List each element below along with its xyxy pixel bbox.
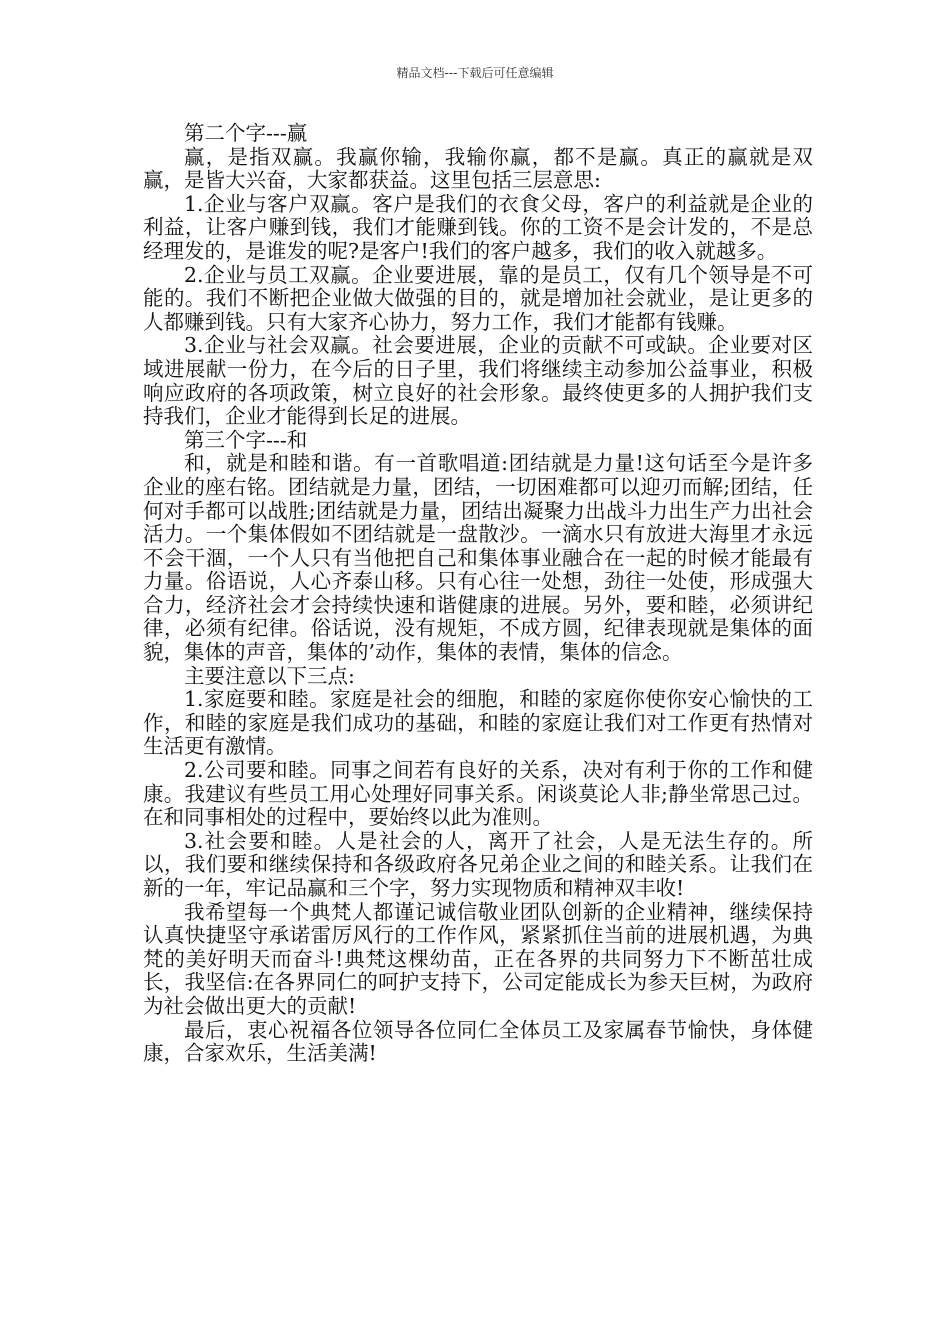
paragraph: 1.企业与客户双赢。客户是我们的衣食父母，客户的利益就是企业的利益，让客户赚到钱，我们才能赚到钱。你的工资不是会计发的，不是总经理发的，是谁发的呢?是客户!我们的客户越多，我们的收入就越多。 — [143, 191, 813, 263]
document-body — [143, 122, 813, 1066]
section-heading-win: 第二个字---赢 — [184, 121, 308, 145]
paragraph: 和，就是和睦和谐。有一首歌唱道:团结就是力量!这句话至今是许多企业的座右铭。团结就是力量，团结，一切困难都可以迎刃而解;团结，任何对手都可以战胜;团结就是力量，团结出凝聚力出战斗力出生产力出社会活力。一个集体假如不团结就是一盘散沙。一滴水只有放进大海里才永远不会干涸，一个人只有当他把自己和集体事业融合在一起的时候才能最有力量。俗语说，人心齐泰山移。只有心往一处想，劲往一处使，形成强大合力，经济社会才会持续快速和谐健康的进展。另外，要和睦，必须讲纪律，必须有纪律。俗话说，没有规矩，不成方圆，纪律表现就是集体的面貌，集体的声音，集体的’动作，集体的表情，集体的信念。 — [143, 451, 813, 665]
page-header: 精品文档---下载后可任意编辑 — [396, 66, 554, 80]
paragraph: 赢，是指双赢。我赢你输，我输你赢，都不是赢。真正的赢就是双赢，是皆大兴奋，大家都获益。这里包括三层意思: — [143, 144, 813, 193]
paragraph: 主要注意以下三点: — [184, 663, 355, 688]
paragraph: 3.企业与社会双赢。社会要进展，企业的贡献不可或缺。企业要对区域进展献一份力，在今后的日子里，我们将继续主动参加公益事业，积极响应政府的各项政策，树立良好的社会形象。最终使更多的人拥护我们支持我们，企业才能得到长足的进展。 — [143, 333, 813, 429]
paragraph: 2.公司要和睦。同事之间若有良好的关系，决对有利于你的工作和健康。我建议有些员工用心处理好同事关系。闲谈莫论人非;静坐常思己过。在和同事相处的过程中，要始终以此为准则。 — [143, 758, 813, 830]
paragraph: 1.家庭要和睦。家庭是社会的细胞，和睦的家庭你使你安心愉快的工作，和睦的家庭是我们成功的基础，和睦的家庭让我们对工作更有热情对生活更有激情。 — [143, 687, 813, 759]
paragraph: 2.企业与员工双赢。企业要进展，靠的是员工，仅有几个领导是不可能的。我们不断把企业做大做强的目的，就是增加社会就业，是让更多的人都赚到钱。只有大家齐心协力，努力工作，我们才能都有钱赚。 — [143, 262, 813, 334]
paragraph: 我希望每一个典梵人都谨记诚信敬业团队创新的企业精神，继续保持认真快捷坚守承诺雷厉风行的工作作风，紧紧抓住当前的进展机遇，为典梵的美好明天而奋斗!典梵这棵幼苗，正在各界的共同努力下不断茁壮成长，我坚信:在各界同仁的呵护支持下，公司定能成长为参天巨树，为政府为社会做出更大的贡献! — [143, 899, 813, 1018]
paragraph: 最后，衷心祝福各位领导各位同仁全体员工及家属春节愉快，身体健康，合家欢乐，生活美满! — [143, 1017, 813, 1066]
section-heading-harmony: 第三个字---和 — [184, 427, 308, 452]
paragraph: 3.社会要和睦。人是社会的人，离开了社会，人是无法生存的。所以，我们要和继续保持和各级政府各兄弟企业之间的和睦关系。让我们在新的一年，牢记品赢和三个字，努力实现物质和精神双丰收! — [143, 828, 813, 900]
